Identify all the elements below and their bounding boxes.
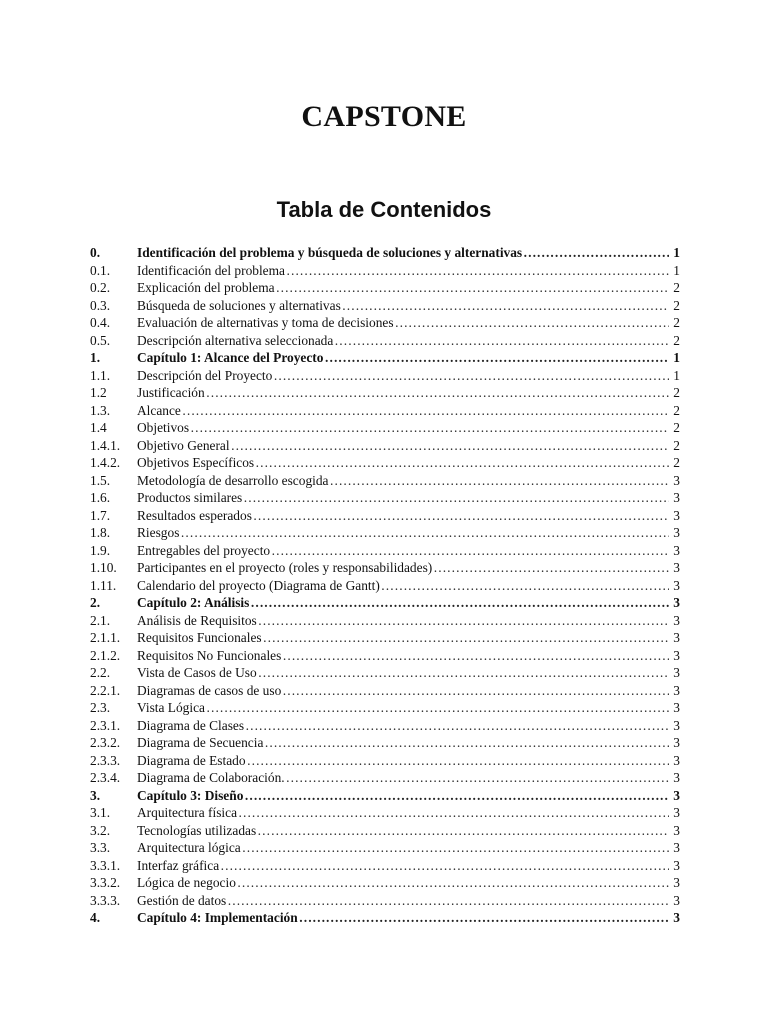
toc-entry-title: Tecnologías utilizadas	[137, 822, 257, 838]
toc-entry[interactable]	[90, 472, 680, 490]
toc-entry[interactable]	[90, 892, 680, 910]
toc-entry-number: 1.9.	[90, 542, 111, 558]
toc-entry-title: Identificación del problema	[137, 262, 285, 278]
toc-entry[interactable]	[90, 647, 680, 665]
toc-entry[interactable]	[90, 717, 680, 735]
toc-entry-title: Participantes en el proyecto (roles y responsabilidades)	[137, 560, 433, 575]
toc-entry[interactable]	[90, 244, 680, 262]
toc-entry[interactable]	[90, 489, 680, 507]
toc-entry-page-number: 2	[673, 437, 680, 453]
toc-entry-number: 2.3.	[90, 700, 111, 715]
toc-entry-leader-dots	[381, 577, 669, 595]
toc-entry-leader-dots	[180, 524, 669, 542]
toc-entry[interactable]	[90, 612, 680, 630]
toc-entry-leader-dots	[243, 489, 669, 507]
toc-entry-page-number: 3	[673, 787, 680, 803]
toc-entry-number: 3.3.2.	[90, 875, 121, 890]
toc-entry-leader-dots	[286, 769, 669, 787]
toc-entry[interactable]	[90, 314, 680, 332]
toc-entry-page-number: 3	[673, 910, 680, 925]
toc-entry-number: 2.	[90, 595, 101, 610]
toc-entry-number: 1.2	[90, 385, 107, 400]
toc-entry-title: Arquitectura física	[137, 805, 238, 820]
toc-entry-page-number: 1	[673, 245, 680, 260]
toc-entry[interactable]	[90, 787, 680, 805]
toc-entry[interactable]	[90, 752, 680, 770]
toc-entry-number: 1.3.	[90, 402, 111, 418]
toc-entry-title: Resultados esperados	[137, 507, 252, 523]
toc-entry[interactable]	[90, 734, 680, 752]
toc-entry-leader-dots	[231, 437, 669, 455]
toc-entry[interactable]	[90, 367, 680, 385]
toc-entry-page-number: 1	[673, 350, 680, 365]
toc-entry-number: 3.3.3.	[90, 892, 121, 908]
toc-entry-title: Arquitectura lógica	[137, 840, 241, 855]
toc-entry-page-number: 3	[673, 612, 680, 628]
toc-entry-title: Capítulo 4: Implementación	[137, 910, 298, 925]
toc-entry[interactable]	[90, 332, 680, 350]
toc-entry-page-number: 3	[673, 507, 680, 523]
toc-entry-leader-dots	[395, 314, 669, 332]
toc-entry-number: 2.2.1.	[90, 682, 121, 698]
toc-entry[interactable]	[90, 822, 680, 840]
toc-entry-number: 1.4.2.	[90, 455, 121, 470]
toc-entry-title: Lógica de negocio	[137, 875, 236, 890]
toc-entry-title: Capítulo 1: Alcance del Proyecto	[137, 350, 324, 365]
toc-entry-page-number: 3	[673, 525, 680, 540]
toc-entry-leader-dots	[206, 384, 669, 402]
toc-entry-title: Capítulo 2: Análisis	[137, 595, 250, 610]
toc-heading: Tabla de Contenidos	[276, 197, 492, 222]
toc-entry-page-number: 3	[673, 647, 680, 663]
toc-entry-number: 1.6.	[90, 490, 111, 505]
toc-entry-page-number: 2	[673, 332, 680, 348]
toc-entry-page-number: 2	[673, 402, 680, 418]
toc-entry-leader-dots	[255, 454, 669, 472]
toc-entry-page-number: 3	[673, 892, 680, 908]
toc-entry-page-number: 3	[673, 542, 680, 558]
toc-entry-page-number: 3	[673, 595, 680, 610]
toc-entry-title: Calendario del proyecto (Diagrama de Gantt)	[137, 577, 380, 593]
toc-entry-page-number: 3	[673, 805, 680, 820]
document-title: CAPSTONE	[301, 100, 467, 133]
toc-entry[interactable]	[90, 384, 680, 402]
toc-entry[interactable]	[90, 577, 680, 595]
toc-entry-number: 2.1.1.	[90, 630, 121, 645]
toc-entry-page-number: 3	[673, 875, 680, 890]
toc-entry-title: Evaluación de alternativas y toma de decisiones	[137, 315, 394, 330]
toc-entry-page-number: 1	[673, 262, 680, 278]
toc-entry-number: 2.2.	[90, 665, 111, 680]
toc-entry-title: Gestión de datos	[137, 892, 227, 908]
toc-entry-number: 2.3.1.	[90, 717, 121, 733]
toc-entry-title: Requisitos No Funcionales	[137, 647, 282, 663]
toc-entry-leader-dots	[244, 787, 669, 805]
toc-entry[interactable]	[90, 524, 680, 542]
toc-entry-number: 0.	[90, 245, 101, 260]
toc-entry-number: 0.1.	[90, 262, 111, 278]
toc-entry[interactable]	[90, 559, 680, 577]
toc-entry-page-number: 3	[673, 700, 680, 715]
toc-entry-leader-dots	[324, 349, 669, 367]
toc-entry-leader-dots	[257, 822, 669, 840]
toc-entry-title: Metodología de desarrollo escogida	[137, 472, 329, 488]
toc-entry-title: Objetivos Específicos	[137, 455, 255, 470]
toc-entry-page-number: 3	[673, 577, 680, 593]
toc-entry[interactable]	[90, 839, 680, 857]
toc-entry-leader-dots	[242, 839, 669, 857]
toc-entry-page-number: 2	[673, 280, 680, 295]
toc-entry[interactable]	[90, 542, 680, 560]
toc-entry[interactable]	[90, 909, 680, 927]
toc-entry-leader-dots	[282, 682, 669, 700]
toc-entry-title: Productos similares	[137, 490, 243, 505]
toc-entry-leader-dots	[342, 297, 669, 315]
toc-entry-leader-dots	[273, 367, 669, 385]
toc-entry-title: Justificación	[137, 385, 205, 400]
toc-entry-number: 1.5.	[90, 472, 111, 488]
toc-entry-leader-dots	[286, 262, 669, 280]
toc-entry-leader-dots	[433, 559, 669, 577]
toc-entry-page-number: 2	[673, 297, 680, 313]
toc-entry-number: 2.3.3.	[90, 752, 121, 768]
toc-entry-page-number: 3	[673, 665, 680, 680]
toc-entry-number: 1.8.	[90, 525, 111, 540]
toc-entry-leader-dots	[264, 734, 669, 752]
toc-entry-page-number: 3	[673, 630, 680, 645]
toc-entry-number: 1.10.	[90, 560, 117, 575]
toc-entry-page-number: 3	[673, 717, 680, 733]
toc-entry-number: 3.2.	[90, 822, 111, 838]
toc-entry[interactable]	[90, 874, 680, 892]
toc-entry-leader-dots	[182, 402, 669, 420]
toc-entry-title: Riesgos	[137, 525, 180, 540]
toc-entry-leader-dots	[334, 332, 669, 350]
toc-entry-title: Capítulo 3: Diseño	[137, 787, 244, 803]
toc-entry-title: Descripción del Proyecto	[137, 367, 273, 383]
toc-entry-title: Requisitos Funcionales	[137, 630, 262, 645]
toc-entry-number: 3.3.	[90, 840, 111, 855]
toc-entry-leader-dots	[271, 542, 669, 560]
toc-entry-title: Diagrama de Secuencia	[137, 735, 264, 750]
toc-entry-title: Análisis de Requisitos	[137, 612, 257, 628]
toc-entry[interactable]	[90, 594, 680, 612]
toc-entry[interactable]	[90, 279, 680, 297]
toc-entry-leader-dots	[245, 717, 669, 735]
toc-entry[interactable]	[90, 437, 680, 455]
toc-entry[interactable]	[90, 349, 680, 367]
toc-entry-leader-dots	[206, 699, 669, 717]
toc-entry-leader-dots	[263, 629, 669, 647]
toc-entry-leader-dots	[238, 804, 669, 822]
toc-entry-number: 2.3.4.	[90, 770, 121, 785]
toc-entry-number: 0.2.	[90, 280, 111, 295]
toc-entry-number: 3.1.	[90, 805, 111, 820]
toc-entry-page-number: 2	[673, 420, 680, 435]
toc-entry-leader-dots	[523, 244, 669, 262]
toc-entry-page-number: 3	[673, 752, 680, 768]
toc-entry[interactable]	[90, 297, 680, 315]
toc-entry[interactable]	[90, 262, 680, 280]
toc-entry-leader-dots	[190, 419, 669, 437]
toc-entry-number: 2.3.2.	[90, 735, 121, 750]
toc-entry-leader-dots	[299, 909, 669, 927]
toc-entry[interactable]	[90, 664, 680, 682]
toc-entry-title: Vista de Casos de Uso	[137, 665, 257, 680]
toc-entry-title: Identificación del problema y búsqueda de soluciones y alternativas	[137, 245, 523, 260]
toc-entry-page-number: 2	[673, 385, 680, 400]
toc-entry-title: Diagrama de Clases	[137, 717, 245, 733]
toc-entry-number: 4.	[90, 910, 101, 925]
toc-entry[interactable]	[90, 804, 680, 822]
toc-entry-page-number: 3	[673, 735, 680, 750]
toc-entry-page-number: 3	[673, 560, 680, 575]
toc-entry[interactable]	[90, 402, 680, 420]
toc-entry-title: Interfaz gráfica	[137, 857, 220, 873]
toc-entry-number: 1.7.	[90, 507, 111, 523]
toc-entry-title: Alcance	[137, 402, 181, 418]
toc-entry[interactable]	[90, 507, 680, 525]
toc-entry-leader-dots	[276, 279, 669, 297]
toc-entry-leader-dots	[258, 612, 669, 630]
toc-entry-page-number: 2	[673, 455, 680, 470]
toc-entry-title: Diagramas de casos de uso	[137, 682, 282, 698]
toc-entry[interactable]	[90, 682, 680, 700]
toc-entry-leader-dots	[237, 874, 669, 892]
toc-entry-title: Entregables del proyecto	[137, 542, 271, 558]
toc-entry-page-number: 3	[673, 857, 680, 873]
toc-entry-leader-dots	[253, 507, 669, 525]
toc-entry-leader-dots	[220, 857, 669, 875]
toc-entry-number: 1.4.1.	[90, 437, 121, 453]
toc-entry[interactable]	[90, 629, 680, 647]
toc-entry-number: 1.4	[90, 420, 107, 435]
toc-entry-title: Búsqueda de soluciones y alternativas	[137, 297, 341, 313]
toc-entry-number: 1.1.	[90, 367, 111, 383]
toc-entry-number: 1.	[90, 350, 101, 365]
toc-entry-title: Descripción alternativa seleccionada	[137, 332, 334, 348]
toc-entry-page-number: 3	[673, 770, 680, 785]
toc-entry-page-number: 3	[673, 490, 680, 505]
toc-entry-title: Diagrama de Estado	[137, 752, 246, 768]
toc-entry-number: 0.3.	[90, 297, 111, 313]
toc-entry[interactable]	[90, 419, 680, 437]
toc-entry-number: 3.	[90, 787, 101, 803]
toc-entry-leader-dots	[258, 664, 669, 682]
toc-entry-page-number: 1	[673, 367, 680, 383]
toc-entry-page-number: 3	[673, 682, 680, 698]
toc-entry-leader-dots	[247, 752, 669, 770]
toc-entry-page-number: 2	[673, 315, 680, 330]
toc-entry-page-number: 3	[673, 472, 680, 488]
toc-entry-leader-dots	[227, 892, 669, 910]
toc-entry-title: Explicación del problema	[137, 280, 275, 295]
toc-entry-number: 1.11.	[90, 577, 117, 593]
toc-entry-title: Objetivo General	[137, 437, 230, 453]
toc-entry-number: 3.3.1.	[90, 857, 121, 873]
toc-entry-title: Vista Lógica	[137, 700, 205, 715]
toc-entry-number: 2.1.	[90, 612, 111, 628]
toc-entry-number: 0.5.	[90, 332, 111, 348]
table-of-contents	[90, 244, 680, 927]
toc-entry-number: 2.1.2.	[90, 647, 121, 663]
toc-entry-page-number: 3	[673, 822, 680, 838]
toc-entry-leader-dots	[330, 472, 669, 490]
toc-entry-leader-dots	[250, 594, 669, 612]
toc-entry-page-number: 3	[673, 840, 680, 855]
toc-entry-title: Diagrama de Colaboración.	[137, 770, 285, 785]
toc-entry[interactable]	[90, 857, 680, 875]
toc-entry-number: 0.4.	[90, 315, 111, 330]
toc-entry-leader-dots	[282, 647, 669, 665]
toc-entry[interactable]	[90, 769, 680, 787]
toc-entry[interactable]	[90, 454, 680, 472]
toc-entry[interactable]	[90, 699, 680, 717]
toc-entry-title: Objetivos	[137, 420, 190, 435]
